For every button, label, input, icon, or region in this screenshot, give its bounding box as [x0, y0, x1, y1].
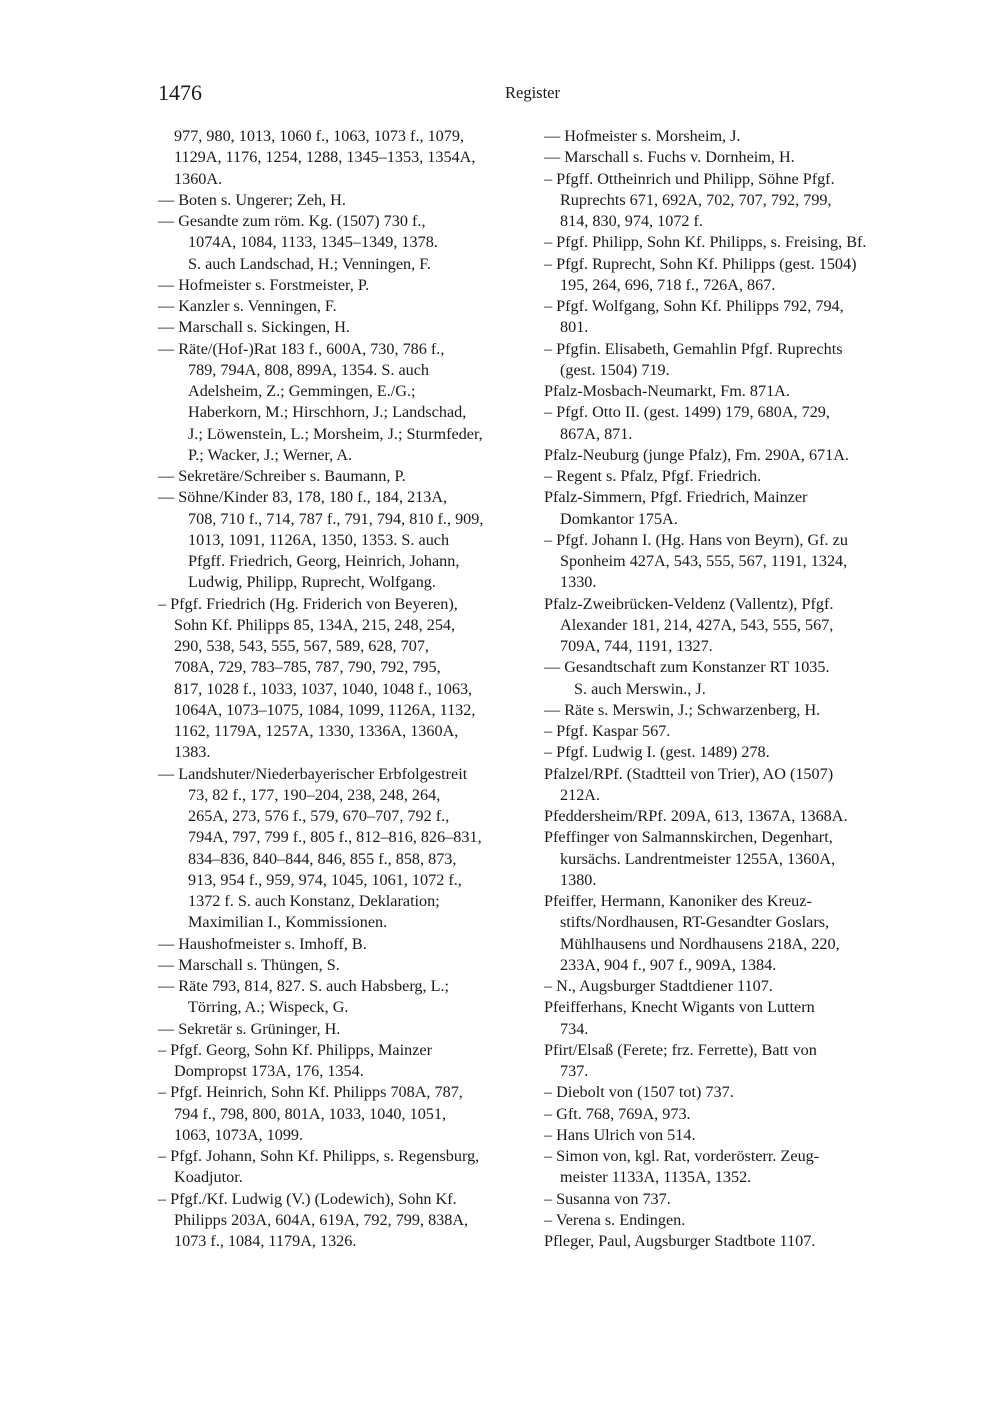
index-entry: [158, 275, 530, 296]
index-entry: [544, 232, 916, 253]
index-entry-line: –– Boten s. Ungerer; Zeh, H.: [158, 190, 346, 209]
index-entry-line: –– Sekretäre/Schreiber s. Baumann, P.: [158, 467, 406, 485]
index-entry: [544, 1189, 916, 1210]
index-entry-line: Sponheim 427A, 543, 555, 567, 1191, 1324,: [560, 552, 848, 570]
index-entry: [544, 657, 916, 700]
index-entry: [544, 402, 916, 445]
index-entry: [158, 339, 530, 467]
index-entry-line: 1013, 1091, 1126A, 1350, 1353. S. auch: [188, 530, 450, 549]
index-entry-line: –– Hofmeister s. Morsheim, J.: [544, 127, 741, 145]
index-entry: [158, 594, 530, 764]
index-entry-line: 233A, 904 f., 907 f., 909A, 1384.: [560, 955, 777, 974]
index-entry-line: 814, 830, 974, 1072 f.: [560, 212, 703, 230]
index-entry-line: P.; Wacker, J.; Werner, A.: [188, 445, 353, 464]
index-entry-line: Pfeffinger von Salmannskirchen, Degenhart,: [544, 828, 833, 847]
index-entry-line: Adelsheim, Z.; Gemmingen, E./G.;: [188, 382, 416, 400]
index-entry-line: – Pfgf. Georg, Sohn Kf. Philipps, Mainzer: [158, 1040, 432, 1059]
index-entry-line: Pfgff. Friedrich, Georg, Heinrich, Johann,: [188, 552, 460, 570]
index-entry-line: 789, 794A, 808, 899A, 1354. S. auch: [188, 360, 430, 379]
index-entry-line: meister 1133A, 1135A, 1352.: [560, 1168, 752, 1187]
index-entry-line: Pfalz-Zweibrücken-Veldenz (Vallentz), Pfgf.: [544, 594, 834, 613]
index-entry: [544, 254, 916, 297]
index-entry-line: 1380.: [560, 870, 597, 889]
index-entry-line: 1074A, 1084, 1133, 1345–1349, 1378.: [188, 233, 438, 252]
index-entry-line: 708, 710 f., 714, 787 f., 791, 794, 810 f., 909,: [188, 509, 484, 528]
index-entry-line: Domkantor 175A.: [560, 509, 678, 528]
index-entry-line: –– Sekretär s. Grüninger, H.: [158, 1019, 341, 1038]
index-entry-line: Ludwig, Philipp, Ruprecht, Wolfgang.: [188, 573, 436, 592]
index-entry-line: 1073 f., 1084, 1179A, 1326.: [174, 1232, 357, 1250]
index-entry-line: – Pfgf. Ludwig I. (gest. 1489) 278.: [544, 743, 770, 762]
index-entry-line: 817, 1028 f., 1033, 1037, 1040, 1048 f., 1063,: [174, 679, 473, 698]
index-entry-line: Mühlhausens und Nordhausens 218A, 220,: [560, 934, 840, 953]
index-entry: [158, 976, 530, 1019]
index-entry-line: 1383.: [174, 743, 211, 762]
index-entry-line: – Pfgf. Johann, Sohn Kf. Philipps, s. Regensburg,: [158, 1147, 480, 1165]
index-entry-line: Pfeddersheim/RPf. 209A, 613, 1367A, 1368A.: [544, 807, 848, 825]
index-entry-line: Alexander 181, 214, 427A, 543, 555, 567,: [560, 615, 834, 634]
index-entry-line: J.; Löwenstein, L.; Morsheim, J.; Sturmfeder,: [188, 424, 483, 443]
index-entry-line: Pfalz-Simmern, Pfgf. Friedrich, Mainzer: [544, 488, 808, 507]
index-entry: [158, 764, 530, 934]
index-entry-line: 794A, 797, 799 f., 805 f., 812–816, 826–831,: [188, 828, 482, 847]
index-entry-line: –– Gesandte zum röm. Kg. (1507) 730 f.,: [158, 212, 426, 230]
index-entry-line: 195, 264, 696, 718 f., 726A, 867.: [560, 275, 776, 294]
index-entry-line: – Pfgf. Friedrich (Hg. Friderich von Beyeren),: [158, 594, 458, 613]
index-entry: [158, 466, 530, 487]
index-entry: [544, 1146, 916, 1189]
index-entry: [544, 721, 916, 742]
index-entry-line: 1063, 1073A, 1099.: [174, 1125, 304, 1144]
index-entry: [544, 466, 916, 487]
index-entry-line: –– Marschall s. Sickingen, H.: [158, 318, 350, 337]
index-entry-line: 290, 538, 543, 555, 567, 589, 628, 707,: [174, 637, 429, 655]
index-entry-line: 1372 f. S. auch Konstanz, Deklaration;: [188, 892, 440, 910]
index-entry: [544, 530, 916, 594]
index-entry-line: Philipps 203A, 604A, 619A, 792, 799, 838A,: [174, 1210, 469, 1229]
index-entry-line: Pfleger, Paul, Augsburger Stadtbote 1107.: [544, 1232, 816, 1250]
index-entry: [544, 1082, 916, 1103]
index-entry: [544, 445, 916, 466]
index-entry: [544, 296, 916, 339]
index-entry-line: Pfeifferhans, Knecht Wigants von Luttern: [544, 998, 815, 1017]
index-entry: [158, 487, 530, 593]
index-entry: [158, 296, 530, 317]
index-entry-line: –– Landshuter/Niederbayerischer Erbfolgestreit: [158, 764, 468, 783]
index-entry: [158, 955, 530, 976]
index-entry-line: – Pfgff. Ottheinrich und Philipp, Söhne Pfgf.: [544, 169, 835, 188]
index-entry: [544, 169, 916, 233]
index-entry-line: 834–836, 840–844, 846, 855 f., 858, 873,: [188, 849, 457, 868]
index-entry-line: Pfalzel/RPf. (Stadtteil von Trier), AO (1507): [544, 764, 834, 783]
index-entry-line: – Simon von, kgl. Rat, vorderösterr. Zeug-: [544, 1147, 820, 1165]
index-entry-line: Dompropst 173A, 176, 1354.: [174, 1062, 364, 1080]
index-entry-line: 1064A, 1073–1075, 1084, 1099, 1126A, 1132,: [174, 700, 476, 719]
index-entry: [158, 934, 530, 955]
index-entry-line: – Pfgf. Philipp, Sohn Kf. Philipps, s. Freising, Bf.: [544, 233, 867, 252]
index-entry: [544, 891, 916, 976]
index-entry-line: Ruprechts 671, 692A, 702, 707, 792, 799,: [560, 190, 832, 209]
index-entry-line: –– Haushofmeister s. Imhoff, B.: [158, 934, 367, 953]
index-entry-line: 794 f., 798, 800, 801A, 1033, 1040, 1051,: [174, 1104, 447, 1123]
index-entry-line: Sohn Kf. Philipps 85, 134A, 215, 248, 254,: [174, 615, 456, 634]
index-entry: [544, 147, 916, 168]
index-entry-line: 801.: [560, 318, 589, 337]
index-entry-line: Pfalz-Mosbach-Neumarkt, Fm. 871A.: [544, 382, 790, 400]
index-entry-line: –– Kanzler s. Venningen, F.: [158, 297, 337, 315]
index-entry-line: 734.: [560, 1019, 589, 1038]
index-column-left: [158, 126, 530, 1252]
index-entry: [544, 594, 916, 658]
index-entry-line: –– Marschall s. Fuchs v. Dornheim, H.: [544, 148, 795, 167]
index-entry: [544, 976, 916, 997]
index-entry-line: 1360A.: [174, 169, 223, 188]
index-entry-line: – Verena s. Endingen.: [544, 1210, 686, 1229]
index-entry: [544, 764, 916, 807]
index-entry: [544, 487, 916, 530]
index-column-right: [544, 126, 916, 1252]
index-entry: [158, 1146, 530, 1189]
index-entry-line: –– Räte 793, 814, 827. S. auch Habsberg, L.;: [158, 977, 450, 995]
index-entry: [158, 1082, 530, 1146]
index-entry: [158, 317, 530, 338]
index-entry-line: 709A, 744, 1191, 1327.: [560, 637, 713, 655]
running-head: Register: [505, 83, 560, 102]
index-entry-line: stifts/Nordhausen, RT-Gesandter Goslars,: [560, 913, 830, 932]
index-entry-line: 1330.: [560, 573, 597, 592]
index-entry-line: 73, 82 f., 177, 190–204, 238, 248, 264,: [188, 785, 441, 804]
index-entry: [158, 211, 530, 275]
index-entry-line: – Pfgf. Heinrich, Sohn Kf. Philipps 708A, 787,: [158, 1083, 463, 1102]
index-entry-line: – Susanna von 737.: [544, 1189, 671, 1208]
index-entry-line: S. auch Landschad, H.; Venningen, F.: [188, 254, 431, 273]
index-entry-line: – Regent s. Pfalz, Pfgf. Friedrich.: [544, 467, 762, 485]
index-entry-line: – Pfgf. Wolfgang, Sohn Kf. Philipps 792, 794,: [544, 297, 844, 315]
index-entry-line: 913, 954 f., 959, 974, 1045, 1061, 1072 f.,: [188, 870, 462, 889]
index-entry-line: – Diebolt von (1507 tot) 737.: [544, 1083, 734, 1102]
index-entry-line: 1162, 1179A, 1257A, 1330, 1336A, 1360A,: [174, 722, 459, 740]
index-entry-line: 1129A, 1176, 1254, 1288, 1345–1353, 1354A,: [174, 148, 476, 167]
index-entry-line: kursächs. Landrentmeister 1255A, 1360A,: [560, 849, 836, 868]
index-entry-line: Pfalz-Neuburg (junge Pfalz), Fm. 290A, 671A.: [544, 445, 849, 464]
index-entry-line: S. auch Merswin., J.: [574, 679, 706, 698]
index-entry: [544, 742, 916, 763]
index-entry: [544, 806, 916, 827]
index-entry: [158, 126, 530, 190]
index-entry-line: –– Räte s. Merswin, J.; Schwarzenberg, H.: [544, 700, 821, 719]
index-entry-line: – Hans Ulrich von 514.: [544, 1125, 696, 1144]
index-entry-line: Koadjutor.: [174, 1168, 243, 1187]
index-entry-line: Pfeiffer, Hermann, Kanoniker des Kreuz-: [544, 892, 812, 910]
index-entry-line: Pfirt/Elsaß (Ferete; frz. Ferrette), Batt von: [544, 1040, 817, 1059]
index-entry-line: –– Räte/(Hof-)Rat 183 f., 600A, 730, 786 f.,: [158, 339, 445, 358]
index-entry: [544, 700, 916, 721]
index-entry: [544, 827, 916, 891]
index-entry-line: 867A, 871.: [560, 424, 633, 443]
index-entry: [544, 1104, 916, 1125]
index-entry: [544, 1040, 916, 1083]
index-entry-line: – Gft. 768, 769A, 973.: [544, 1104, 691, 1123]
index-entry: [158, 1189, 530, 1253]
index-entry-line: Törring, A.; Wispeck, G.: [188, 998, 349, 1017]
index-entry: [544, 1125, 916, 1146]
index-entry-line: Maximilian I., Kommissionen.: [188, 913, 388, 932]
index-entry: [544, 381, 916, 402]
index-entry-line: –– Gesandtschaft zum Konstanzer RT 1035.: [544, 658, 830, 677]
index-entry-line: – Pfgfin. Elisabeth, Gemahlin Pfgf. Ruprechts: [544, 339, 843, 358]
index-entry-line: –– Marschall s. Thüngen, S.: [158, 955, 340, 974]
page-number: 1476: [158, 80, 202, 105]
index-entry-line: – N., Augsburger Stadtdiener 1107.: [544, 977, 773, 995]
index-entry-line: –– Hofmeister s. Forstmeister, P.: [158, 275, 370, 294]
index-entry-line: 977, 980, 1013, 1060 f., 1063, 1073 f., 1079,: [174, 127, 465, 145]
index-entry: [158, 1019, 530, 1040]
index-entry: [544, 997, 916, 1040]
index-entry-line: – Pfgf. Ruprecht, Sohn Kf. Philipps (gest. 1504): [544, 254, 857, 273]
index-entry-line: – Pfgf. Johann I. (Hg. Hans von Beyrn), Gf. zu: [544, 530, 848, 549]
index-entry-line: – Pfgf. Kaspar 567.: [544, 722, 671, 740]
index-entry-line: (gest. 1504) 719.: [560, 360, 670, 379]
index-entry: [544, 339, 916, 382]
index-entry-line: 212A.: [560, 785, 601, 804]
index-entry-line: –– Söhne/Kinder 83, 178, 180 f., 184, 213A,: [158, 488, 448, 507]
index-entry: [158, 190, 530, 211]
index-entry: [158, 1040, 530, 1083]
index-entry: [544, 1210, 916, 1231]
index-entry-line: 737.: [560, 1062, 589, 1080]
index-entry-line: – Pfgf./Kf. Ludwig (V.) (Lodewich), Sohn Kf.: [158, 1189, 457, 1208]
index-entry-line: 708A, 729, 783–785, 787, 790, 792, 795,: [174, 658, 441, 677]
index-entry-line: Haberkorn, M.; Hirschhorn, J.; Landschad,: [188, 403, 467, 422]
index-entry: [544, 1231, 916, 1252]
index-entry-line: 265A, 273, 576 f., 579, 670–707, 792 f.,: [188, 807, 450, 825]
index-entry-line: – Pfgf. Otto II. (gest. 1499) 179, 680A, 729,: [544, 403, 830, 422]
index-entry: [544, 126, 916, 147]
